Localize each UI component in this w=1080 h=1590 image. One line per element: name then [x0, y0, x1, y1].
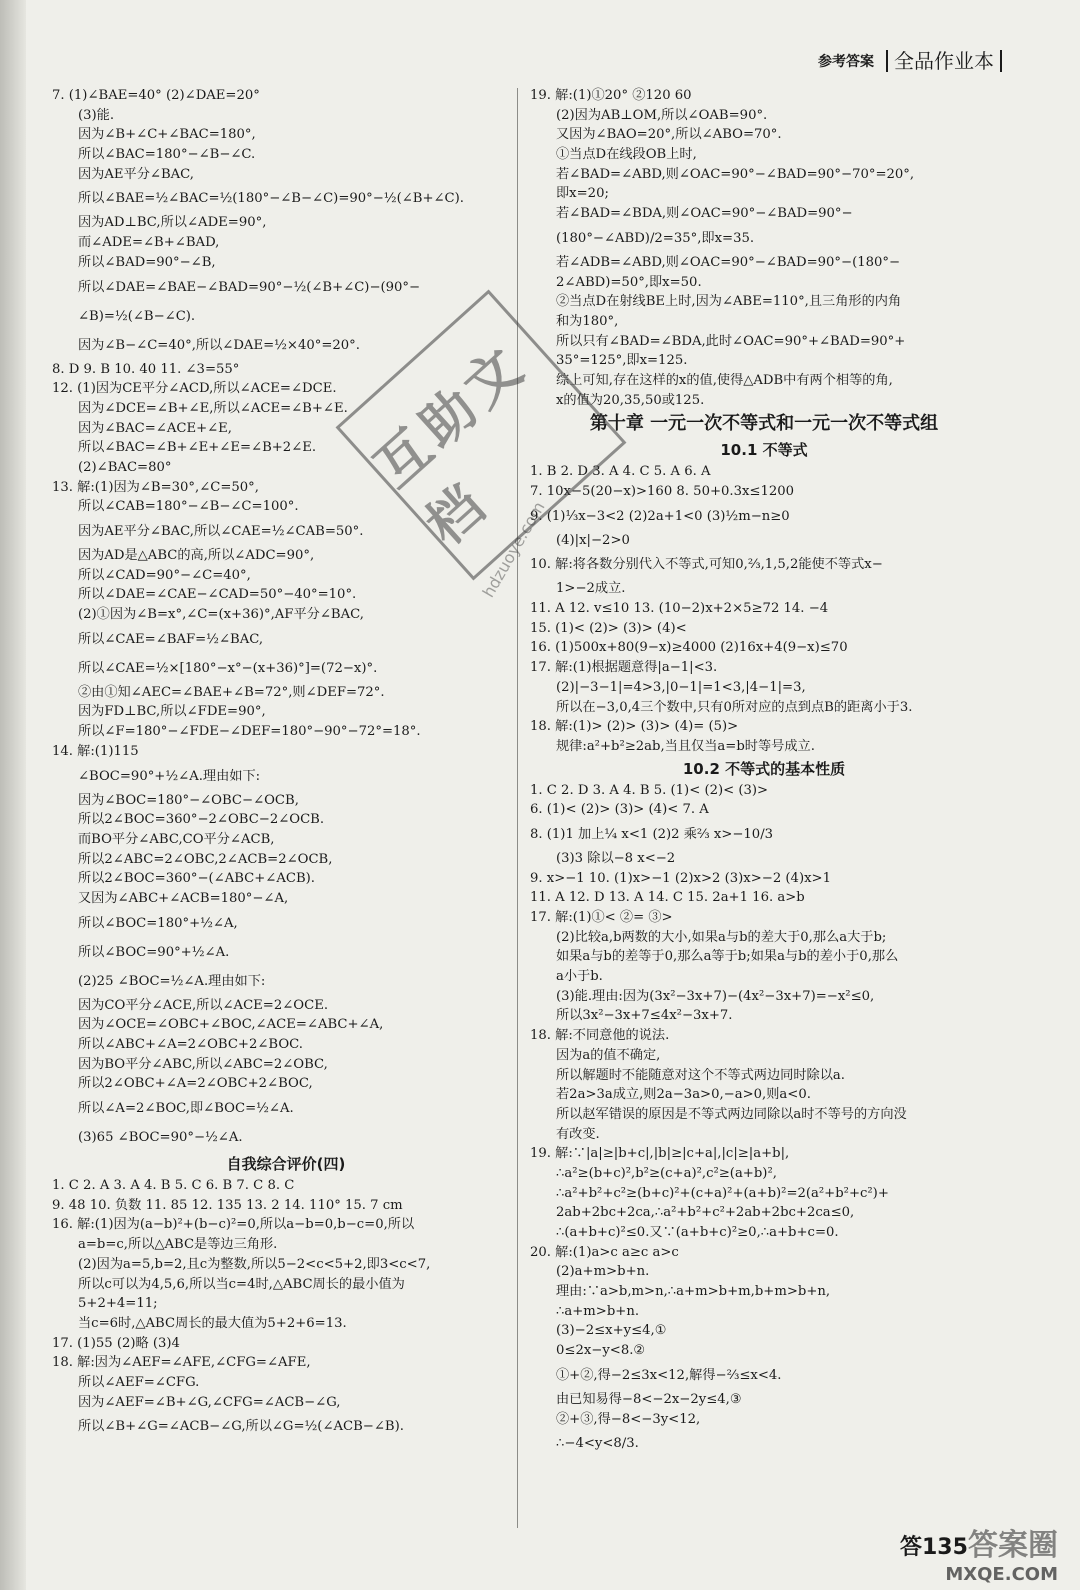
text-line: 2∠ABD)=50°,即x=50.: [556, 274, 702, 290]
text-line: 所以∠B+∠G=∠ACB−∠G,所以∠G=½(∠ACB−∠B).: [78, 1419, 404, 1435]
text-line: 8. D 9. B 10. 40 11. ∠3=55°: [52, 361, 240, 377]
text-line: 所以∠CAB=180°−∠B−∠C=100°.: [78, 499, 299, 515]
text-line: ∴a+m>b+n.: [556, 1303, 640, 1319]
text-line: (3)−2≤x+y≤4,①: [556, 1323, 667, 1339]
text-line: 因为AE平分∠BAC,所以∠CAE=½∠CAB=50°.: [78, 524, 364, 539]
text-line: 2ab+2bc+2ca,∴a²+b²+c²+2ab+2bc+2ca≤0,: [556, 1205, 855, 1221]
text-line: 所以2∠BOC=360°−(∠ABC+∠ACB).: [78, 871, 316, 887]
text-line: 所以解题时不能随意对这个不等式两边同时除以a.: [556, 1067, 845, 1083]
text-line: a小于b.: [556, 969, 603, 985]
stamp-url: hdzuoye.com: [478, 498, 549, 601]
text-line: 7. (1)∠BAE=40° (2)∠DAE=20°: [52, 88, 260, 103]
text-line: 所以∠BAE=½∠BAC=½(180°−∠B−∠C)=90°−½(∠B+∠C).: [78, 191, 464, 207]
text-line: 所以∠CAE=∠BAF=½∠BAC,: [78, 631, 264, 647]
text-line: (2)①因为∠B=x°,∠C=(x+36)°,AF平分∠BAC,: [78, 607, 364, 623]
text-line: 而BO平分∠ABC,CO平分∠ACB,: [78, 831, 275, 847]
text-line: 而∠ADE=∠B+∠BAD,: [78, 235, 220, 251]
text-line: (3)3 除以−8 x<−2: [556, 850, 676, 866]
text-line: 10. 解:将各数分别代入不等式,可知0,⅔,1,5,2能使不等式x−: [530, 557, 883, 573]
left-column: [52, 86, 520, 1441]
text-line: 1. C 2. A 3. A 4. B 5. C 6. B 7. C 8. C: [52, 1178, 295, 1194]
text-line: ∴a²≥(b+c)²,b²≥(c+a)²,c²≥(a+b)²,: [556, 1165, 777, 1181]
text-line: x的值为20,35,50或125.: [556, 392, 705, 408]
text-line: 5+2+4=11;: [78, 1296, 158, 1312]
text-line: ①当点D在线段OB上时,: [556, 147, 697, 163]
text-line: 13. 解:(1)因为∠B=30°,∠C=50°,: [52, 479, 259, 495]
text-line: ∠BOC=90°+½∠A.理由如下:: [78, 768, 261, 784]
text-line: 所以∠BOC=90°+½∠A.: [78, 944, 230, 960]
text-line: 若∠ADB=∠ABD,则∠OAC=90°−∠BAD=90°−(180°−: [556, 254, 901, 270]
text-line: ②由①知∠AEC=∠BAE+∠B=72°,则∠DEF=72°.: [78, 684, 385, 700]
text-line: 所以赵军错误的原因是不等式两边同除以a时不等号的方向没: [556, 1106, 907, 1122]
text-line: 20. 解:(1)a>c a≥c a>c: [530, 1244, 679, 1260]
text-line: 所以∠A=2∠BOC,即∠BOC=½∠A.: [78, 1101, 294, 1117]
text-line: 又因为∠ABC+∠ACB=180°−∠A,: [78, 890, 289, 906]
text-line: 因为BO平分∠ABC,所以∠ABC=2∠OBC,: [78, 1056, 328, 1072]
text-line: 9. x>−1 10. (1)x>−1 (2)x>2 (3)x>−2 (4)x>1: [530, 870, 831, 886]
watermark-main: 答案圈: [968, 1528, 1058, 1563]
text-line: (2)25 ∠BOC=½∠A.理由如下:: [78, 973, 266, 989]
text-line: 若∠BAD=∠ABD,则∠OAC=90°−∠BAD=90°−70°=20°,: [556, 166, 915, 182]
text-line: 6. (1)< (2)> (3)> (4)< 7. A: [530, 802, 709, 818]
text-line: 所以2∠BOC=360°−2∠OBC−2∠OCB.: [78, 812, 325, 828]
text-line: 17. (1)55 (2)略 (3)4: [52, 1335, 180, 1351]
text-line: 由已知易得−8<−2x−2y≤4,③: [556, 1391, 742, 1407]
text-line: (3)65 ∠BOC=90°−½∠A.: [78, 1130, 243, 1146]
text-line: 18. 解:不同意他的说法.: [530, 1028, 670, 1044]
text-line: 9. 48 10. 负数 11. 85 12. 135 13. 2 14. 110° 15. 7 cm: [52, 1197, 403, 1213]
text-line: 当c=6时,△ABC周长的最大值为5+2+6=13.: [78, 1315, 347, 1331]
text-line: 因为∠DCE=∠B+∠E,所以∠ACE=∠B+∠E.: [78, 400, 348, 416]
text-line: 如果a与b的差等于0,那么a等于b;如果a与b的差小于0,那么: [556, 949, 899, 965]
column-divider: [517, 88, 518, 1528]
text-line: (2)a+m>b+n.: [556, 1264, 650, 1280]
text-line: 7. 10x−5(20−x)>160 8. 50+0.3x≤1200: [530, 484, 795, 499]
text-line: 所以∠DAE=∠BAE−∠BAD=90°−½(∠B+∠C)−(90°−: [78, 279, 421, 295]
text-line: 所以c可以为4,5,6,所以当c=4时,△ABC周长的最小值为: [78, 1276, 405, 1292]
header-brand: 全品作业本: [886, 50, 1002, 72]
text-line: 所以∠BAD=90°−∠B,: [78, 254, 216, 270]
text-line: 9. (1)⅓x−3<2 (2)2a+1<0 (3)½m−n≥0: [530, 508, 790, 524]
text-line: 所以∠CAE=½×[180°−x°−(x+36)°]=(72−x)°.: [78, 660, 378, 676]
text-line: 有改变.: [556, 1126, 600, 1142]
text-line: ∠B)=½(∠B−∠C).: [78, 308, 196, 324]
book-spine-shadow: [0, 0, 26, 1590]
right-column: [530, 86, 998, 1458]
text-line: 所以∠BOC=180°+½∠A,: [78, 915, 238, 931]
text-line: 所以∠CAD=90°−∠C=40°,: [78, 567, 251, 583]
text-line: 若2a>3a成立,则2a−3a>0,−a>0,则a<0.: [556, 1087, 811, 1103]
section-heading: 10.1 不等式: [720, 441, 808, 460]
text-line: 和为180°,: [556, 313, 619, 329]
text-line: ②当点D在射线BE上时,因为∠ABE=110°,且三角形的内角: [556, 294, 902, 310]
text-line: (3)能.: [78, 107, 115, 123]
text-line: 因为AE平分∠BAC,: [78, 166, 194, 182]
text-line: 0≤2x−y<8.②: [556, 1343, 646, 1359]
text-line: 1>−2成立.: [556, 581, 626, 597]
text-line: 所以∠BAC=180°−∠B−∠C.: [78, 147, 256, 163]
text-line: a=b=c,所以△ABC是等边三角形.: [78, 1237, 278, 1253]
text-line: (2)|−3−1|=4>3,|0−1|=1<3,|4−1|=3,: [556, 679, 806, 695]
text-line: 15. (1)< (2)> (3)> (4)<: [530, 620, 687, 636]
page-number: 答135: [900, 1535, 968, 1560]
stamp-text: 互助文档: [362, 332, 539, 557]
text-line: 所以3x²−3x+7≤4x²−3x+7.: [556, 1008, 733, 1024]
text-line: 因为∠BOC=180°−∠OBC−∠OCB,: [78, 792, 299, 808]
text-line: 8. (1)1 加上¼ x<1 (2)2 乘⅔ x>−10/3: [530, 826, 774, 842]
text-line: 19. 解:∵|a|≥|b+c|,|b|≥|c+a|,|c|≥|a+b|,: [530, 1146, 790, 1162]
text-line: 19. 解:(1)①20° ②120 60: [530, 88, 692, 103]
text-line: (2)∠BAC=80°: [78, 459, 172, 475]
text-line: 17. 解:(1)根据题意得|a−1|<3.: [530, 660, 718, 676]
text-line: 16. 解:(1)因为(a−b)²+(b−c)²=0,所以a−b=0,b−c=0,所以: [52, 1217, 415, 1233]
text-line: 35°=125°,即x=125.: [556, 353, 688, 369]
watermark-url: MXQE.COM: [945, 1564, 1058, 1585]
text-line: 即x=20;: [556, 186, 609, 202]
text-line: 所以∠ABC+∠A=2∠OBC+2∠BOC.: [78, 1037, 303, 1052]
text-line: (180°−∠ABD)/2=35°,即x=35.: [556, 230, 755, 246]
page-header: [818, 50, 1002, 72]
text-line: 17. 解:(1)①< ②= ③>: [530, 910, 673, 925]
header-label: 参考答案: [818, 54, 874, 70]
text-line: 因为∠OCE=∠OBC+∠BOC,∠ACE=∠ABC+∠A,: [78, 1017, 384, 1033]
text-line: 1. C 2. D 3. A 4. B 5. (1)< (2)< (3)>: [530, 782, 769, 798]
text-line: 因为FD⊥BC,所以∠FDE=90°,: [78, 704, 266, 720]
text-line: 18. 解:(1)> (2)> (3)> (4)= (5)>: [530, 719, 739, 735]
text-line: 因为∠BAC=∠ACE+∠E,: [78, 420, 232, 436]
text-line: 因为AD⊥BC,所以∠ADE=90°,: [78, 215, 267, 231]
text-line: 综上可知,存在这样的x的值,使得△ADB中有两个相等的角,: [556, 372, 893, 388]
text-line: 因为∠B+∠C+∠BAC=180°,: [78, 127, 256, 143]
text-line: 因为a的值不确定,: [556, 1047, 661, 1063]
text-line: 所以∠DAE=∠CAE−∠CAD=50°−40°=10°.: [78, 587, 357, 603]
text-line: ∴a²+b²+c²≥(b+c)²+(c+a)²+(a+b)²=2(a²+b²+c²)+: [556, 1185, 889, 1201]
section-heading: 第十章 一元一次不等式和一元一次不等式组: [589, 413, 939, 435]
text-line: 又因为∠BAO=20°,所以∠ABO=70°.: [556, 127, 782, 143]
text-line: 所以2∠ABC=2∠OBC,2∠ACB=2∠OCB,: [78, 851, 333, 867]
text-line: (2)因为a=5,b=2,且c为整数,所以5−2<c<5+2,即3<c<7,: [78, 1256, 431, 1272]
text-line: 因为CO平分∠ACE,所以∠ACE=2∠OCE.: [78, 997, 329, 1013]
text-line: (2)比较a,b两数的大小,如果a与b的差大于0,那么a大于b;: [556, 929, 887, 945]
text-line: ∴(a+b+c)²≤0.又∵(a+b+c)²≥0,∴a+b+c=0.: [556, 1225, 839, 1240]
text-line: 18. 解:因为∠AEF=∠AFE,∠CFG=∠AFE,: [52, 1355, 311, 1371]
text-line: 所以2∠OBC+∠A=2∠OBC+2∠BOC,: [78, 1076, 313, 1092]
text-line: 12. (1)因为CE平分∠ACD,所以∠ACE=∠DCE.: [52, 381, 337, 397]
text-line: 所以只有∠BAD=∠BDA,此时∠OAC=90°+∠BAD=90°+: [556, 333, 906, 349]
text-line: 16. (1)500x+80(9−x)≥4000 (2)16x+4(9−x)≤70: [530, 640, 848, 656]
text-line: 规律:a²+b²≥2ab,当且仅当a=b时等号成立.: [556, 738, 815, 754]
text-line: 14. 解:(1)115: [52, 743, 139, 759]
section-heading: 10.2 不等式的基本性质: [682, 759, 846, 778]
text-line: ∴−4<y<8/3.: [556, 1436, 639, 1452]
text-line: 所以∠F=180°−∠FDE−∠DEF=180°−90°−72°=18°.: [78, 724, 421, 740]
text-line: 11. A 12. D 13. A 14. C 15. 2a+1 16. a>b: [530, 890, 805, 906]
text-line: 所以在−3,0,4三个数中,只有0所对应的点到点B的距离小于3.: [556, 699, 913, 715]
text-line: 所以∠AEF=∠CFG.: [78, 1374, 200, 1390]
text-line: 1. B 2. D 3. A 4. C 5. A 6. A: [530, 464, 711, 480]
text-line: 因为∠AEF=∠B+∠G,∠CFG=∠ACB−∠G,: [78, 1394, 341, 1410]
text-line: (3)能.理由:因为(3x²−3x+7)−(4x²−3x+7)=−x²≤0,: [556, 988, 875, 1004]
text-line: ②+③,得−8<−3y<12,: [556, 1411, 701, 1427]
text-line: ①+②,得−2≤3x<12,解得−⅔≤x<4.: [556, 1367, 782, 1383]
text-line: 若∠BAD=∠BDA,则∠OAC=90°−∠BAD=90°−: [556, 206, 853, 222]
text-line: (2)因为AB⊥OM,所以∠OAB=90°.: [556, 107, 768, 123]
text-line: 所以∠BAC=∠B+∠E+∠E=∠B+2∠E.: [78, 440, 317, 456]
text-line: 因为AD是△ABC的高,所以∠ADC=90°,: [78, 548, 315, 563]
text-line: 11. A 12. v≤10 13. (10−2)x+2×5≥72 14. −4: [530, 601, 829, 617]
text-line: 理由:∵a>b,m>n,∴a+m>b+m,b+m>b+n,: [556, 1284, 831, 1300]
text-line: 因为∠B−∠C=40°,所以∠DAE=½×40°=20°.: [78, 337, 360, 353]
section-heading: 自我综合评价(四): [226, 1155, 346, 1174]
text-line: (4)|x|−2>0: [556, 532, 630, 548]
